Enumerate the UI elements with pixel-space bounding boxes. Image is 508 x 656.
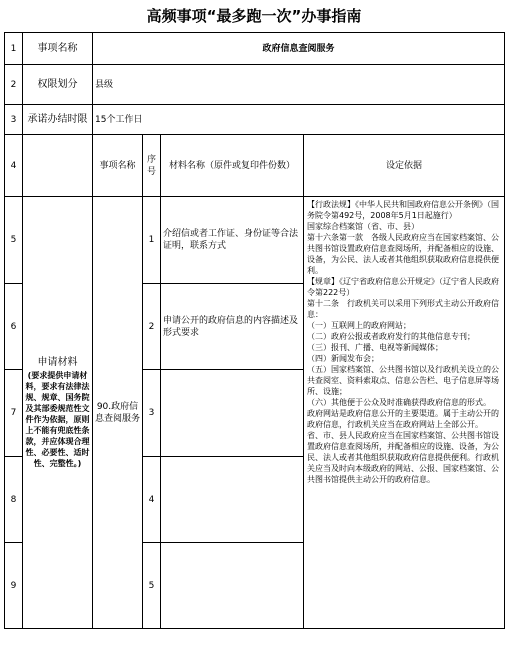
material-name: 介绍信或者工作证、身份证等合法证明，联系方式: [161, 197, 304, 284]
label-authority: 权限划分: [23, 65, 93, 105]
material-name: 申请公开的政府信息的内容描述及形式要求: [161, 284, 304, 370]
material-name: [161, 457, 304, 543]
basis-line: 【行政法规】《中华人民共和国政府信息公开条例》（国务院令第492号，2008年5月1日起施行）: [307, 200, 499, 220]
basis-line: 政府网站是政府信息公开的主要渠道。属于主动公开的政府信息，行政机关应当在政府网站上全部公开。: [307, 409, 499, 429]
material-seq: 2: [143, 284, 161, 370]
value-item-name: 政府信息查阅服务: [93, 33, 505, 65]
row-number: 3: [5, 105, 23, 135]
basis-line: 省、市、县人民政府应当在国家档案馆、公共图书馆设置政府信息查阅场所，并配备相应的设施、设备，为公民、法人或者其他组织获取政府信息提供便利。行政机关应当及时向本级政府的网站、公报、国家档案馆、公共图书馆提供主动公开的政府信息。: [307, 431, 499, 484]
row-item-name: [5, 33, 505, 65]
label-deadline: 承诺办结时限: [23, 105, 93, 135]
requirements-note: (要求提供申请材料，要求有法律法规、规章、国务院及其部委规范性文件作为依据，原则上不能有兜底性条款，并应体现合理性、必要性、适时性、完整性。): [25, 370, 90, 468]
basis-line: （四）新闻发布会；: [307, 354, 379, 363]
header-item-name: 事项名称: [93, 135, 143, 197]
table-row: [5, 197, 505, 284]
row-number: 6: [5, 284, 23, 370]
requirements-cell: [23, 197, 93, 629]
material-name: [161, 543, 304, 629]
value-deadline: 15个工作日: [93, 105, 505, 135]
page-title: 高频事项“最多跑一次”办事指南: [146, 7, 362, 25]
row-number: 5: [5, 197, 23, 284]
basis-cell: [304, 197, 505, 629]
header-material: 材料名称（原件或复印件份数）: [161, 135, 304, 197]
row-number: 8: [5, 457, 23, 543]
header-seq: 序号: [143, 135, 161, 197]
value-authority: 县级: [93, 65, 505, 105]
material-seq: 5: [143, 543, 161, 629]
basis-line: （三）报刊、广播、电视等新闻媒体；: [307, 343, 443, 352]
basis-line: 国家综合档案馆（省、市、县）: [307, 222, 419, 231]
row-authority: [5, 65, 505, 105]
requirements-title: 申请材料: [37, 356, 78, 368]
row-number: 4: [5, 135, 23, 197]
service-name-cell: 90.政府信息查阅服务: [93, 197, 143, 629]
basis-line: （二）政府公报或者政府发行的其他信息专刊；: [307, 332, 475, 341]
basis-line: 第十六条第一款 各级人民政府应当在国家档案馆、公共图书馆设置政府信息查阅场所，并配备相应的设施、设备，为公民、法人或者其他组织获取政府信息提供便利。: [307, 233, 499, 275]
row-deadline: [5, 105, 505, 135]
basis-line: 第十二条 行政机关可以采用下列形式主动公开政府信息：: [307, 299, 499, 319]
material-seq: 3: [143, 370, 161, 457]
row-number: 2: [5, 65, 23, 105]
row-number: 9: [5, 543, 23, 629]
row-number: 1: [5, 33, 23, 65]
guide-table: [4, 32, 505, 629]
basis-line: （六）其他便于公众及时准确获得政府信息的形式。: [307, 398, 491, 407]
basis-line: （五）国家档案馆、公共图书馆以及行政机关设立的公共查阅室、资料索取点、信息公告栏、电子信息屏等场所、设施；: [307, 365, 499, 396]
basis-line: （一）互联网上的政府网站；: [307, 321, 411, 330]
header-basis: 设定依据: [304, 135, 505, 197]
material-seq: 4: [143, 457, 161, 543]
label-item-name: 事项名称: [23, 33, 93, 65]
basis-line: 【规章】《辽宁省政府信息公开规定》（辽宁省人民政府令第222号）: [307, 277, 499, 297]
material-name: [161, 370, 304, 457]
header-empty: [23, 135, 93, 197]
row-header: [5, 135, 505, 197]
row-number: 7: [5, 370, 23, 457]
material-seq: 1: [143, 197, 161, 284]
